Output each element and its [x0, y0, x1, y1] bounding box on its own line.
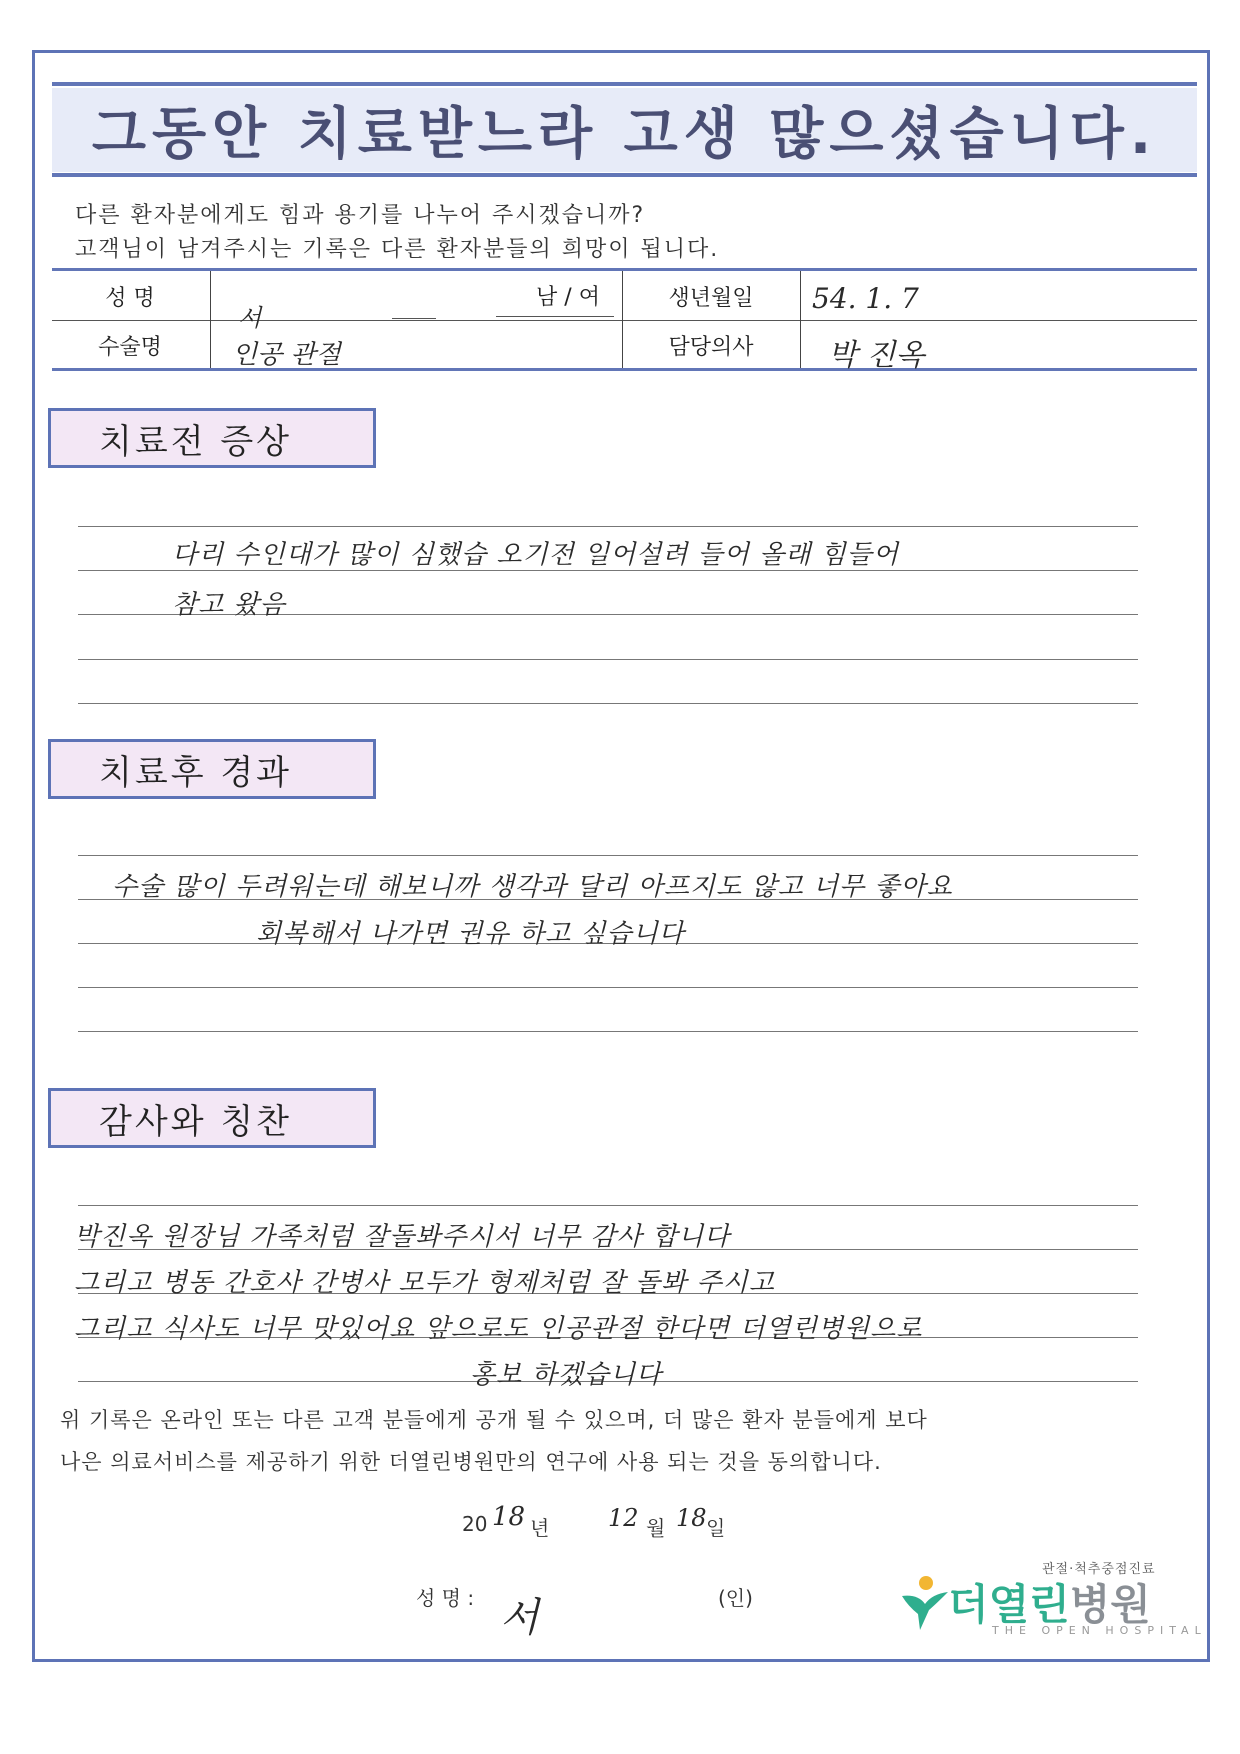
info-divider-3 — [800, 271, 801, 368]
name-blank-dash — [392, 318, 436, 319]
date-year-suffix: 년 — [530, 1516, 550, 1540]
info-table-middle — [52, 320, 1197, 321]
surgery-label: 수술명 — [98, 335, 162, 360]
section-before-header — [48, 408, 376, 468]
section-thanks-header — [48, 1088, 376, 1148]
section-after-title: 치료후 경과 — [99, 752, 293, 793]
intro-line-2: 고객님이 남겨주시는 기록은 다른 환자분들의 희망이 됩니다. — [75, 237, 720, 262]
logo-english: THE OPEN HOSPITAL — [992, 1624, 1207, 1637]
date-prefix: 20 — [462, 1512, 488, 1536]
intro-line-1: 다른 환자분에게도 힘과 용기를 나누어 주시겠습니까? — [75, 203, 646, 228]
logo-name-rest: 병원 — [1069, 1580, 1151, 1629]
thanks-text-line-3: 그리고 식사도 너무 맛있어요 앞으로도 인공관절 한다면 더열린병원으로 — [74, 1314, 923, 1344]
form-title: 그동안 치료받느라 고생 많으셨습니다. — [91, 102, 1158, 167]
signature-seal: (인) — [718, 1586, 753, 1610]
consent-line-2: 나은 의료서비스를 제공하기 위한 더열린병원만의 연구에 사용 되는 것을 동의합니다. — [60, 1450, 882, 1474]
logo-name-accent: 더열린 — [948, 1580, 1070, 1629]
before-rule-1 — [78, 526, 1138, 527]
date-month: 12 — [608, 1504, 639, 1532]
birth-value: 54. 1. 7 — [812, 282, 919, 315]
surgery-value: 인공 관절 — [232, 340, 341, 370]
name-value: 서 — [238, 304, 262, 332]
hospital-logo-icon — [898, 1574, 952, 1632]
consent-line-1: 위 기록은 온라인 또는 다른 고객 분들에게 공개 될 수 있으며, 더 많은 환자 분들에게 보다 — [60, 1408, 928, 1432]
name-label: 성 명 — [105, 286, 155, 311]
doctor-value: 박 진옥 — [828, 338, 925, 373]
info-divider-2 — [622, 271, 623, 368]
info-table-top — [52, 268, 1197, 271]
section-after-header — [48, 739, 376, 799]
thanks-rule-1 — [78, 1205, 1138, 1206]
gender-label: 남 / 여 — [536, 285, 600, 310]
before-rule-5 — [78, 703, 1138, 704]
birth-label: 생년월일 — [668, 286, 754, 311]
before-text-line-1: 다리 수인대가 많이 심했습 오기전 일어설려 들어 올래 힘들어 — [172, 540, 900, 570]
title-bottom-rule — [52, 173, 1197, 177]
after-rule-4 — [78, 987, 1138, 988]
date-day: 18 — [676, 1504, 707, 1532]
section-thanks-title: 감사와 칭찬 — [99, 1101, 293, 1142]
signature-name: 서 — [500, 1595, 539, 1641]
name-blank-line — [496, 316, 614, 317]
before-rule-4 — [78, 659, 1138, 660]
date-day-suffix: 일 — [706, 1516, 726, 1540]
after-rule-1 — [78, 855, 1138, 856]
logo-subtitle: 관절·척추중점진료 — [1042, 1562, 1156, 1577]
signature-label: 성 명 : — [416, 1586, 475, 1610]
info-table-bottom — [52, 368, 1197, 371]
form-title-banner — [52, 88, 1197, 172]
logo-wordmark — [948, 1572, 1151, 1632]
thanks-text-line-1: 박진옥 원장님 가족처럼 잘돌봐주시서 너무 감사 합니다 — [74, 1222, 731, 1252]
date-year: 18 — [492, 1502, 526, 1532]
before-text-line-2: 참고 왔음 — [172, 590, 286, 620]
info-divider-1 — [210, 271, 211, 368]
after-text-line-2: 회복해서 나가면 권유 하고 싶습니다 — [256, 919, 685, 949]
title-top-rule — [52, 82, 1197, 86]
thanks-text-line-2: 그리고 병동 간호사 간병사 모두가 형제처럼 잘 돌봐 주시고 — [74, 1268, 775, 1298]
after-rule-5 — [78, 1031, 1138, 1032]
thanks-text-line-4: 홍보 하겠습니다 — [470, 1360, 663, 1390]
section-before-title: 치료전 증상 — [99, 421, 293, 462]
date-month-suffix: 월 — [646, 1516, 666, 1540]
doctor-label: 담당의사 — [668, 335, 754, 360]
after-text-line-1: 수술 많이 두려워는데 해보니까 생각과 달리 아프지도 않고 너무 좋아요 — [112, 872, 953, 902]
